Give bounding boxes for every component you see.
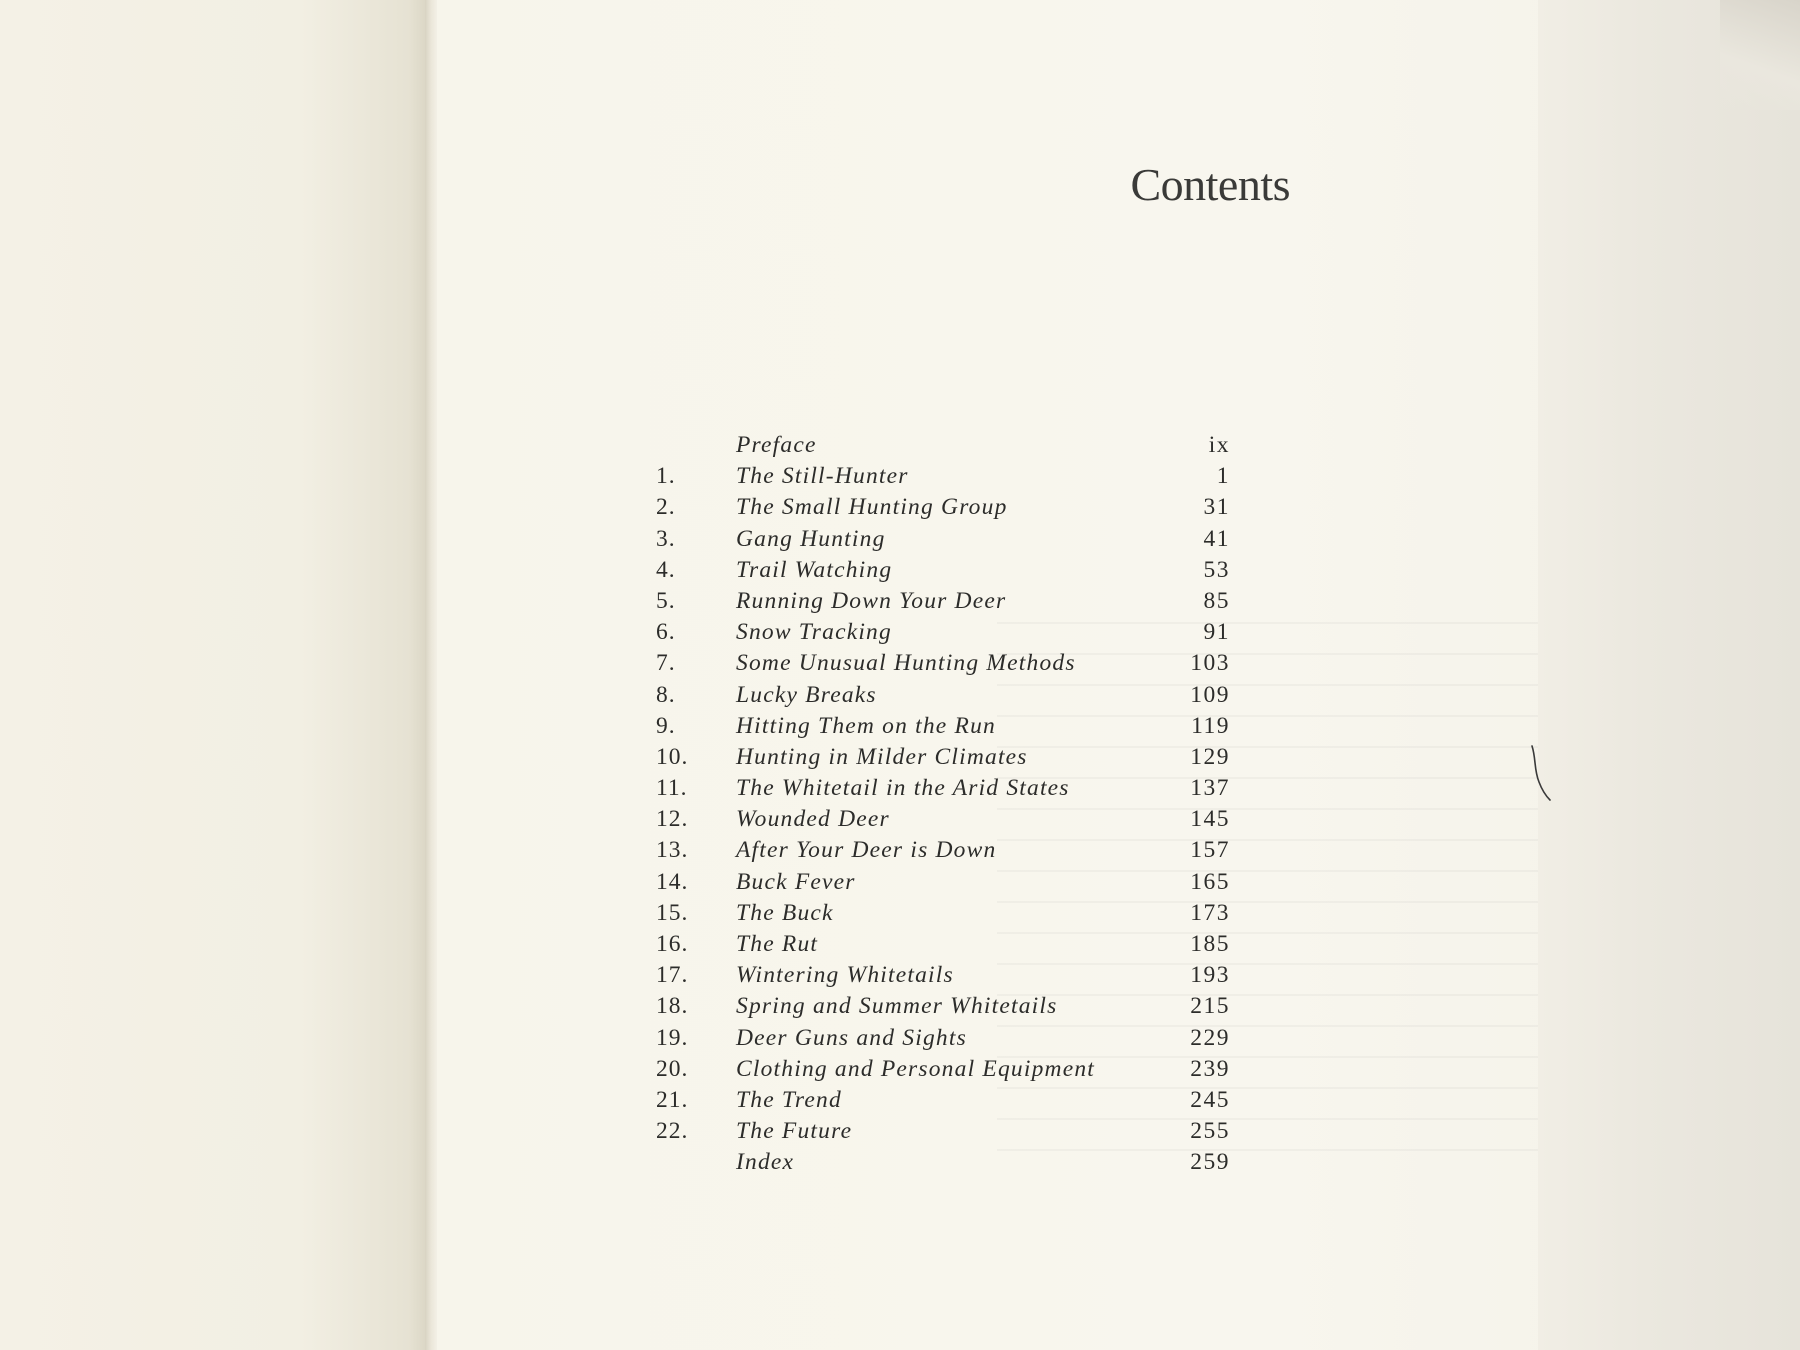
chapter-title: Hitting Them on the Run: [736, 712, 996, 739]
toc-entry: [640, 1023, 1230, 1054]
page-number: 255: [1190, 1118, 1230, 1145]
toc-entry: [640, 991, 1230, 1022]
chapter-title: The Trend: [736, 1086, 842, 1113]
page-number: 165: [1190, 868, 1230, 895]
toc-entry: [640, 898, 1230, 929]
page-corner-shadow: [1720, 0, 1800, 110]
chapter-number: 15.: [656, 899, 689, 926]
chapter-title: Running Down Your Deer: [736, 587, 1007, 614]
toc-entry: [640, 586, 1230, 617]
page-number: 245: [1190, 1086, 1230, 1113]
chapter-number: 13.: [656, 837, 689, 864]
chapter-number: 17.: [656, 962, 689, 989]
page-number: 173: [1190, 899, 1230, 926]
chapter-title: Wintering Whitetails: [736, 962, 954, 989]
chapter-number: 9.: [656, 712, 676, 739]
page-number: ix: [1208, 432, 1230, 458]
page-number: 259: [1190, 1149, 1230, 1176]
chapter-number: 3.: [656, 525, 676, 552]
chapter-title: Hunting in Milder Climates: [736, 743, 1028, 770]
toc-entry: [640, 524, 1230, 555]
chapter-number: 1.: [656, 463, 676, 490]
chapter-number: 5.: [656, 587, 676, 614]
page-number: 1: [1216, 463, 1230, 490]
chapter-title: The Buck: [736, 899, 834, 926]
toc-entry: [640, 929, 1230, 960]
chapter-title: Clothing and Personal Equipment: [736, 1055, 1096, 1082]
page-edge: [1538, 0, 1800, 1350]
chapter-number: 7.: [656, 650, 676, 677]
page-number: 193: [1190, 962, 1230, 989]
chapter-number: 10.: [656, 743, 689, 770]
chapter-title: The Small Hunting Group: [736, 494, 1008, 521]
chapter-number: 16.: [656, 931, 689, 957]
chapter-title: Spring and Summer Whitetails: [736, 993, 1058, 1020]
page-number: 137: [1190, 775, 1230, 802]
chapter-title: Some Unusual Hunting Methods: [736, 650, 1076, 677]
toc-entry: [640, 430, 1230, 461]
page-number: 119: [1191, 712, 1230, 739]
toc-entry: [640, 555, 1230, 586]
toc-entry: [640, 461, 1230, 492]
page-number: 229: [1190, 1024, 1230, 1051]
toc-entry: [640, 835, 1230, 866]
chapter-number: 8.: [656, 681, 676, 708]
chapter-title: The Rut: [736, 931, 819, 957]
page-number: 85: [1203, 587, 1230, 614]
chapter-title: Index: [736, 1149, 795, 1176]
chapter-number: 19.: [656, 1024, 689, 1051]
chapter-title: The Future: [736, 1118, 853, 1145]
toc-entry: [640, 617, 1230, 648]
toc-entry: [640, 680, 1230, 711]
toc-entry: [640, 867, 1230, 898]
chapter-number: 14.: [656, 868, 689, 895]
toc-entry: [640, 711, 1230, 742]
chapter-title: Lucky Breaks: [736, 681, 877, 708]
chapter-number: 12.: [656, 806, 689, 833]
toc-entry: [640, 1054, 1230, 1085]
page-number: 109: [1190, 681, 1230, 708]
chapter-title: The Whitetail in the Arid States: [736, 775, 1070, 802]
toc-entry: [640, 960, 1230, 991]
toc-entry: [640, 1085, 1230, 1116]
page-number: 185: [1190, 931, 1230, 957]
chapter-title: Gang Hunting: [736, 525, 886, 552]
table-of-contents: [640, 430, 1230, 1179]
page-number: 215: [1190, 993, 1230, 1020]
chapter-title: Buck Fever: [736, 868, 856, 895]
ink-mark-icon: [1530, 744, 1552, 802]
chapter-title: The Still-Hunter: [736, 463, 909, 490]
chapter-number: 4.: [656, 556, 676, 583]
page-number: 103: [1190, 650, 1230, 677]
page-number: 157: [1190, 837, 1230, 864]
chapter-number: 6.: [656, 619, 676, 646]
page-number: 53: [1203, 556, 1230, 583]
page-number: 31: [1203, 494, 1230, 521]
page-number: 239: [1190, 1055, 1230, 1082]
toc-entry: [640, 742, 1230, 773]
toc-entry: [640, 1147, 1230, 1178]
chapter-number: 2.: [656, 494, 676, 521]
left-page: [0, 0, 430, 1350]
page-number: 41: [1203, 525, 1230, 552]
chapter-number: 21.: [656, 1086, 689, 1113]
page-title: Contents: [1130, 159, 1290, 210]
chapter-title: After Your Deer is Down: [736, 837, 997, 864]
toc-entry: [640, 492, 1230, 523]
chapter-title: Preface: [736, 432, 817, 458]
chapter-number: 20.: [656, 1055, 689, 1082]
page-number: 91: [1203, 619, 1230, 646]
chapter-title: Wounded Deer: [736, 806, 890, 833]
chapter-title: Trail Watching: [736, 556, 893, 583]
page-number: 145: [1190, 806, 1230, 833]
toc-entry: [640, 648, 1230, 679]
chapter-title: Snow Tracking: [736, 619, 892, 646]
chapter-number: 11.: [656, 775, 688, 802]
toc-entry: [640, 773, 1230, 804]
toc-entry: [640, 1116, 1230, 1147]
toc-entry: [640, 804, 1230, 835]
chapter-number: 18.: [656, 993, 689, 1020]
chapter-number: 22.: [656, 1118, 689, 1145]
page-number: 129: [1190, 743, 1230, 770]
chapter-title: Deer Guns and Sights: [736, 1024, 967, 1051]
